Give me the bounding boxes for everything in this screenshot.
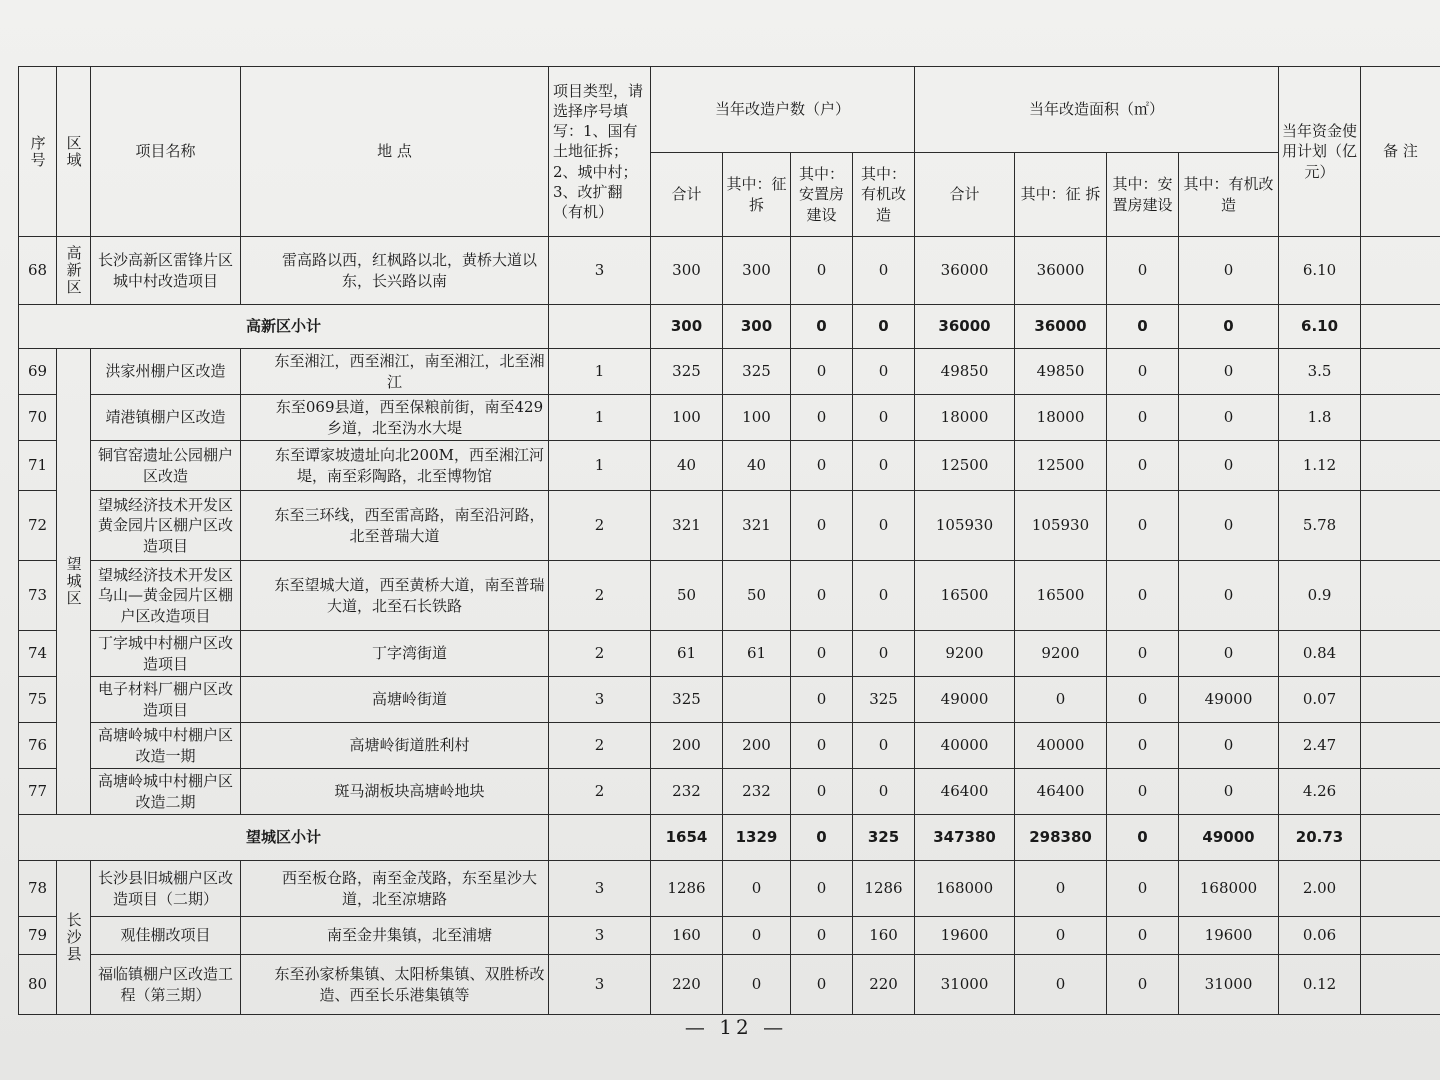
h-organic: 325: [853, 677, 915, 723]
project-name: 高塘岭城中村棚户区改造一期: [91, 723, 241, 769]
a-total: 36000: [915, 305, 1015, 349]
a-organic: 0: [1179, 349, 1279, 395]
funds: 6.10: [1279, 305, 1361, 349]
a-demolition: 0: [1015, 917, 1107, 955]
h-total: 160: [651, 917, 723, 955]
header-households: 当年改造户数（户）: [651, 67, 915, 153]
region-cell: 望城区: [57, 349, 91, 815]
remarks: [1361, 561, 1440, 631]
funds: 6.10: [1279, 237, 1361, 305]
a-resettlement: 0: [1107, 491, 1179, 561]
header-a-organic: 其中：有机改造: [1179, 153, 1279, 237]
h-total: 50: [651, 561, 723, 631]
h-organic: 0: [853, 305, 915, 349]
header-location: 地 点: [241, 67, 549, 237]
a-organic: 0: [1179, 723, 1279, 769]
a-total: 12500: [915, 441, 1015, 491]
project-location: 东至望城大道，西至黄桥大道，南至普瑞大道，北至石长铁路: [241, 561, 549, 631]
remarks: [1361, 395, 1440, 441]
a-demolition: 49850: [1015, 349, 1107, 395]
a-resettlement: 0: [1107, 723, 1179, 769]
a-total: 19600: [915, 917, 1015, 955]
h-demolition: 300: [723, 237, 791, 305]
h-total: 1654: [651, 815, 723, 861]
project-name: 靖港镇棚户区改造: [91, 395, 241, 441]
h-total: 1286: [651, 861, 723, 917]
a-total: 347380: [915, 815, 1015, 861]
a-demolition: 105930: [1015, 491, 1107, 561]
a-resettlement: 0: [1107, 769, 1179, 815]
a-organic: 168000: [1179, 861, 1279, 917]
project-name: 望城经济技术开发区乌山—黄金园片区棚户区改造项目: [91, 561, 241, 631]
a-organic: 0: [1179, 237, 1279, 305]
row-seq: 73: [19, 561, 57, 631]
funds: 0.84: [1279, 631, 1361, 677]
row-seq: 79: [19, 917, 57, 955]
h-demolition: 50: [723, 561, 791, 631]
row-seq: 68: [19, 237, 57, 305]
h-resettlement: 0: [791, 561, 853, 631]
remarks: [1361, 861, 1440, 917]
a-demolition: 0: [1015, 955, 1107, 1015]
row-seq: 77: [19, 769, 57, 815]
a-total: 31000: [915, 955, 1015, 1015]
h-total: 300: [651, 237, 723, 305]
h-organic: 0: [853, 561, 915, 631]
h-resettlement: 0: [791, 349, 853, 395]
table-row: [19, 631, 1440, 677]
h-resettlement: 0: [791, 631, 853, 677]
table-row: [19, 677, 1440, 723]
h-organic: 1286: [853, 861, 915, 917]
remarks: [1361, 769, 1440, 815]
a-total: 46400: [915, 769, 1015, 815]
row-seq: 71: [19, 441, 57, 491]
row-seq: 76: [19, 723, 57, 769]
remarks: [1361, 955, 1440, 1015]
project-type: 3: [549, 955, 651, 1015]
table-row: [19, 861, 1440, 917]
project-type: 2: [549, 561, 651, 631]
h-total: 100: [651, 395, 723, 441]
funds: 1.12: [1279, 441, 1361, 491]
h-organic: 0: [853, 631, 915, 677]
a-resettlement: 0: [1107, 917, 1179, 955]
a-resettlement: 0: [1107, 237, 1179, 305]
a-total: 16500: [915, 561, 1015, 631]
project-type: 3: [549, 861, 651, 917]
h-resettlement: 0: [791, 395, 853, 441]
project-type: 2: [549, 723, 651, 769]
header-region: 区域: [57, 67, 91, 237]
a-resettlement: 0: [1107, 677, 1179, 723]
a-organic: 0: [1179, 561, 1279, 631]
a-resettlement: 0: [1107, 561, 1179, 631]
h-total: 200: [651, 723, 723, 769]
h-total: 325: [651, 677, 723, 723]
table-row: [19, 561, 1440, 631]
a-organic: 0: [1179, 491, 1279, 561]
project-location: 东至孙家桥集镇、太阳桥集镇、双胜桥改造、西至长乐港集镇等: [241, 955, 549, 1015]
subtotal-label: 望城区小计: [19, 815, 549, 861]
h-demolition: 321: [723, 491, 791, 561]
project-name: 观佳棚改项目: [91, 917, 241, 955]
a-organic: 31000: [1179, 955, 1279, 1015]
a-total: 105930: [915, 491, 1015, 561]
a-resettlement: 0: [1107, 955, 1179, 1015]
a-demolition: 16500: [1015, 561, 1107, 631]
table-row: [19, 769, 1440, 815]
h-resettlement: 0: [791, 441, 853, 491]
project-name: 电子材料厂棚户区改造项目: [91, 677, 241, 723]
funds: 0.07: [1279, 677, 1361, 723]
header-name: 项目名称: [91, 67, 241, 237]
h-total: 321: [651, 491, 723, 561]
row-seq: 74: [19, 631, 57, 677]
h-resettlement: 0: [791, 769, 853, 815]
h-organic: 0: [853, 769, 915, 815]
h-resettlement: 0: [791, 723, 853, 769]
row-seq: 78: [19, 861, 57, 917]
header-h-organic: 其中：有机改造: [853, 153, 915, 237]
project-location: 东至谭家坡遗址向北200M，西至湘江河堤，南至彩陶路，北至博物馆: [241, 441, 549, 491]
project-type: 2: [549, 769, 651, 815]
remarks: [1361, 237, 1440, 305]
a-total: 49000: [915, 677, 1015, 723]
a-demolition: 12500: [1015, 441, 1107, 491]
remarks: [1361, 677, 1440, 723]
table-row: [19, 955, 1440, 1015]
a-organic: 0: [1179, 769, 1279, 815]
h-total: 40: [651, 441, 723, 491]
h-demolition: [723, 677, 791, 723]
a-resettlement: 0: [1107, 631, 1179, 677]
project-location: 雷高路以西，红枫路以北，黄桥大道以东，长兴路以南: [241, 237, 549, 305]
project-name: 洪家州棚户区改造: [91, 349, 241, 395]
a-total: 40000: [915, 723, 1015, 769]
h-demolition: 1329: [723, 815, 791, 861]
h-demolition: 0: [723, 955, 791, 1015]
h-demolition: 40: [723, 441, 791, 491]
funds: 5.78: [1279, 491, 1361, 561]
a-demolition: 36000: [1015, 237, 1107, 305]
a-demolition: 298380: [1015, 815, 1107, 861]
a-organic: 0: [1179, 631, 1279, 677]
project-type: 2: [549, 631, 651, 677]
header-h-total: 合计: [651, 153, 723, 237]
h-demolition: 100: [723, 395, 791, 441]
h-organic: 0: [853, 491, 915, 561]
table-row: [19, 917, 1440, 955]
h-demolition: 61: [723, 631, 791, 677]
subtotal-label: 高新区小计: [19, 305, 549, 349]
a-total: 9200: [915, 631, 1015, 677]
a-total: 49850: [915, 349, 1015, 395]
h-organic: 0: [853, 441, 915, 491]
a-demolition: 0: [1015, 861, 1107, 917]
h-resettlement: 0: [791, 305, 853, 349]
project-name: 福临镇棚户区改造工程（第三期）: [91, 955, 241, 1015]
h-resettlement: 0: [791, 677, 853, 723]
a-resettlement: 0: [1107, 441, 1179, 491]
h-organic: 0: [853, 237, 915, 305]
a-organic: 19600: [1179, 917, 1279, 955]
a-demolition: 36000: [1015, 305, 1107, 349]
h-resettlement: 0: [791, 917, 853, 955]
remarks: [1361, 349, 1440, 395]
project-location: 高塘岭街道: [241, 677, 549, 723]
a-resettlement: 0: [1107, 305, 1179, 349]
funds: 3.5: [1279, 349, 1361, 395]
h-organic: 0: [853, 723, 915, 769]
a-demolition: 46400: [1015, 769, 1107, 815]
a-demolition: 0: [1015, 677, 1107, 723]
a-organic: 49000: [1179, 815, 1279, 861]
project-location: 东至三环线，西至雷高路，南至沿河路，北至普瑞大道: [241, 491, 549, 561]
project-type: 3: [549, 917, 651, 955]
project-type: 1: [549, 395, 651, 441]
table-row: [19, 349, 1440, 395]
h-total: 61: [651, 631, 723, 677]
funds: 0.12: [1279, 955, 1361, 1015]
row-seq: 70: [19, 395, 57, 441]
h-total: 325: [651, 349, 723, 395]
funds: 2.00: [1279, 861, 1361, 917]
a-resettlement: 0: [1107, 395, 1179, 441]
header-type: 项目类型，请选择序号填写：1、国有土地征拆；2、城中村；3、改扩翻（有机）: [549, 67, 651, 237]
a-resettlement: 0: [1107, 815, 1179, 861]
h-resettlement: 0: [791, 955, 853, 1015]
project-type: 1: [549, 441, 651, 491]
remarks: [1361, 441, 1440, 491]
a-organic: 0: [1179, 305, 1279, 349]
a-organic: 0: [1179, 395, 1279, 441]
remarks: [1361, 917, 1440, 955]
h-total: 232: [651, 769, 723, 815]
subtotal-row: [19, 305, 1440, 349]
project-type: 2: [549, 491, 651, 561]
header-a-total: 合计: [915, 153, 1015, 237]
project-name: 长沙高新区雷锋片区城中村改造项目: [91, 237, 241, 305]
page-number: — 12 —: [684, 1015, 788, 1039]
h-organic: 0: [853, 395, 915, 441]
funds: 2.47: [1279, 723, 1361, 769]
table-row: [19, 723, 1440, 769]
h-organic: 220: [853, 955, 915, 1015]
a-total: 168000: [915, 861, 1015, 917]
project-name: 丁字城中村棚户区改造项目: [91, 631, 241, 677]
project-location: 东至湘江，西至湘江，南至湘江，北至湘江: [241, 349, 549, 395]
h-organic: 0: [853, 349, 915, 395]
funds: 4.26: [1279, 769, 1361, 815]
h-organic: 325: [853, 815, 915, 861]
funds: 20.73: [1279, 815, 1361, 861]
project-location: 高塘岭街道胜利村: [241, 723, 549, 769]
header-remarks: 备 注: [1361, 67, 1440, 237]
h-demolition: 300: [723, 305, 791, 349]
project-type: 1: [549, 349, 651, 395]
a-resettlement: 0: [1107, 861, 1179, 917]
region-cell: 长沙县: [57, 861, 91, 1015]
project-location: 东至069县道，西至保粮前街，南至429乡道，北至沩水大堤: [241, 395, 549, 441]
h-organic: 160: [853, 917, 915, 955]
funds: 0.06: [1279, 917, 1361, 955]
header-seq: 序号: [19, 67, 57, 237]
project-name: 长沙县旧城棚户区改造项目（二期）: [91, 861, 241, 917]
table-row: [19, 237, 1440, 305]
h-total: 300: [651, 305, 723, 349]
project-location: 南至金井集镇，北至浦塘: [241, 917, 549, 955]
project-type: 3: [549, 237, 651, 305]
a-demolition: 9200: [1015, 631, 1107, 677]
region-cell: 高新区: [57, 237, 91, 305]
row-seq: 72: [19, 491, 57, 561]
a-demolition: 18000: [1015, 395, 1107, 441]
h-demolition: 200: [723, 723, 791, 769]
header-h-resettlement: 其中：安置房建设: [791, 153, 853, 237]
h-resettlement: 0: [791, 491, 853, 561]
a-resettlement: 0: [1107, 349, 1179, 395]
project-table: [18, 66, 1440, 1015]
row-seq: 75: [19, 677, 57, 723]
funds: 0.9: [1279, 561, 1361, 631]
h-resettlement: 0: [791, 861, 853, 917]
h-resettlement: 0: [791, 815, 853, 861]
funds: 1.8: [1279, 395, 1361, 441]
h-demolition: 325: [723, 349, 791, 395]
project-location: 斑马湖板块高塘岭地块: [241, 769, 549, 815]
h-demolition: 232: [723, 769, 791, 815]
remarks: [1361, 631, 1440, 677]
header-h-demolition: 其中：征 拆: [723, 153, 791, 237]
row-seq: 69: [19, 349, 57, 395]
a-total: 18000: [915, 395, 1015, 441]
h-resettlement: 0: [791, 237, 853, 305]
h-demolition: 0: [723, 917, 791, 955]
table-row: [19, 441, 1440, 491]
h-total: 220: [651, 955, 723, 1015]
a-organic: 49000: [1179, 677, 1279, 723]
project-location: 丁字湾街道: [241, 631, 549, 677]
table-row: [19, 491, 1440, 561]
project-name: 高塘岭城中村棚户区改造二期: [91, 769, 241, 815]
a-organic: 0: [1179, 441, 1279, 491]
subtotal-row: [19, 815, 1440, 861]
row-seq: 80: [19, 955, 57, 1015]
remarks: [1361, 491, 1440, 561]
project-name: 望城经济技术开发区黄金园片区棚户区改造项目: [91, 491, 241, 561]
h-demolition: 0: [723, 861, 791, 917]
project-location: 西至板仓路，南至金茂路，东至星沙大道，北至凉塘路: [241, 861, 549, 917]
header-a-resettlement: 其中：安置房建设: [1107, 153, 1179, 237]
header-a-demolition: 其中：征 拆: [1015, 153, 1107, 237]
remarks: [1361, 723, 1440, 769]
table-row: [19, 395, 1440, 441]
a-demolition: 40000: [1015, 723, 1107, 769]
header-area: 当年改造面积（㎡）: [915, 67, 1279, 153]
a-total: 36000: [915, 237, 1015, 305]
header-funds: 当年资金使用计划（亿元）: [1279, 67, 1361, 237]
project-name: 铜官窑遗址公园棚户区改造: [91, 441, 241, 491]
project-type: 3: [549, 677, 651, 723]
